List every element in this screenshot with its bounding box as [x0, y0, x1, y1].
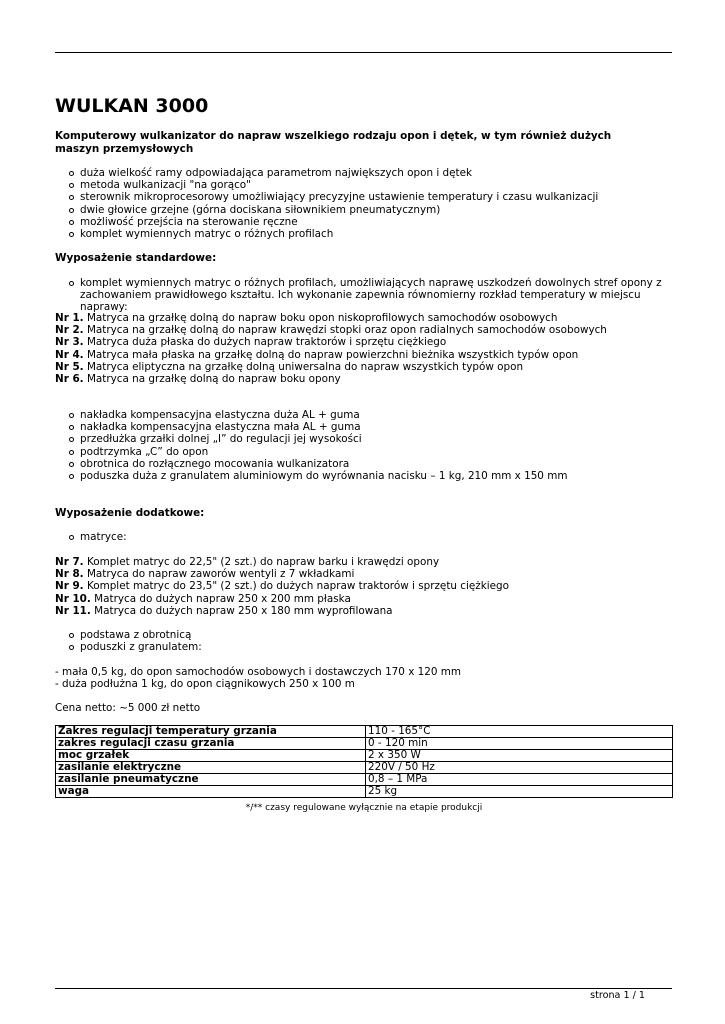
spec-label: zakres regulacji czasu grzania	[56, 738, 366, 750]
table-row	[56, 738, 673, 750]
spec-value: 0,8 – 1 MPa	[366, 774, 673, 786]
list-item: komplet wymiennych matryc o różnych profilach	[55, 228, 675, 240]
list-item: podtrzymka „C” do opon	[55, 446, 675, 458]
table-row	[56, 726, 673, 738]
list-item: podstawa z obrotnicą	[55, 629, 675, 641]
matrix-row	[55, 312, 675, 324]
matrix-text: Komplet matryc do 22,5" (2 szt.) do napraw barku i krawędzi opony	[86, 556, 440, 568]
spec-value: 220V / 50 Hz	[366, 762, 673, 774]
matrix-text: Matryca do napraw zaworów wentyli z 7 wkładkami	[86, 568, 355, 581]
table-row	[56, 774, 673, 786]
spec-label: zasilanie pneumatyczne	[56, 774, 366, 786]
list-item: nakładka kompensacyjna elastyczna duża AL + guma	[55, 409, 675, 421]
matrix-row	[55, 580, 675, 592]
spec-value: 2 x 350 W	[366, 750, 673, 762]
spec-value: 25 kg	[366, 786, 673, 798]
price: Cena netto: ~5 000 zł netto	[55, 702, 201, 714]
matrix-text: Matryca do dużych napraw 250 x 200 mm płaska	[94, 592, 351, 605]
matrix-text: Matryca na grzałkę dolną do napraw boku opony	[86, 373, 341, 386]
matrix-row	[55, 373, 675, 385]
features-list	[55, 167, 675, 240]
spec-value: 110 - 165°C	[366, 726, 673, 738]
list-item: obrotnica do rozłącznego mocowania wulkanizatora	[55, 458, 675, 470]
list-item: komplet wymiennych matryc o różnych profilach, umożliwiających naprawę uszkodzeń dowolnych stref opony z zachowaniem prawidłowego kształtu. Ich wykonanie zapewnia równomierny rozkład temperatury w miejscu naprawy:	[55, 277, 665, 314]
standard-equipment-heading: Wyposażenie standardowe:	[55, 252, 217, 264]
spec-label: moc grzałek	[56, 750, 366, 762]
matrix-number: Nr 10.	[55, 592, 91, 605]
spec-value: 0 - 120 min	[366, 738, 673, 750]
table-footnote: */** czasy regulowane wyłącznie na etapie produkcji	[245, 803, 483, 813]
list-item: przedłużka grzałki dolnej „I” do regulacji jej wysokości	[55, 433, 675, 445]
top-rule	[55, 52, 672, 53]
table-row	[56, 786, 673, 798]
matrix-row	[55, 593, 675, 605]
matrix-row	[55, 556, 675, 568]
list-item: duża wielkość ramy odpowiadająca parametrom największych opon i dętek	[55, 167, 675, 179]
extra-intro-list	[55, 531, 675, 543]
matrix-row	[55, 361, 675, 373]
matrix-number: Nr 1.	[55, 312, 84, 324]
list-item: sterownik mikroprocesorowy umożliwiający precyzyjne ustawienie temperatury i czasu wulkanizacji	[55, 191, 675, 203]
matrix-row	[55, 336, 675, 348]
standard-intro-list	[55, 277, 665, 314]
matrix-text: Matryca do dużych napraw 250 x 180 mm wyprofilowana	[94, 604, 393, 617]
product-subtitle: Komputerowy wulkanizator do napraw wszelkiego rodzaju opon i dętek, w tym również dużych maszyn przemysłowych	[55, 130, 612, 155]
matrix-row	[55, 324, 675, 336]
matrix-text: Matryca na grzałkę dolną do napraw krawędzi stopki oraz opon radialnych samochodów osobowych	[86, 324, 607, 337]
extra-matrices-list	[55, 556, 675, 617]
cushion-line: - mała 0,5 kg, do opon samochodów osobowych i dostawczych 170 x 120 mm	[55, 666, 462, 678]
matrix-text: Matryca eliptyczna na grzałkę dolną uniwersalna do napraw wszystkich typów opon	[86, 360, 524, 373]
matrix-number: Nr 8.	[55, 568, 84, 581]
matrix-number: Nr 4.	[55, 348, 84, 361]
matrix-number: Nr 9.	[55, 580, 84, 593]
matrix-number: Nr 6.	[55, 373, 84, 386]
list-item: nakładka kompensacyjna elastyczna mała AL + guma	[55, 421, 675, 433]
matrix-row	[55, 349, 675, 361]
bottom-rule	[55, 988, 672, 989]
spec-label: waga	[56, 786, 366, 798]
matrix-number: Nr 7.	[55, 556, 84, 568]
extra-items-list	[55, 629, 675, 653]
standard-accessories-list	[55, 409, 675, 482]
page-number: strona 1 / 1	[590, 990, 645, 1001]
matrix-row	[55, 568, 675, 580]
list-item: możliwość przejścia na sterowanie ręczne	[55, 216, 675, 228]
matrix-row	[55, 605, 675, 617]
list-item: poduszka duża z granulatem aluminiowym do wyrównania nacisku – 1 kg, 210 mm x 150 mm	[55, 470, 675, 482]
matrix-text: Matryca mała płaska na grzałkę dolną do napraw powierzchni bieżnika wszystkich typów opon	[86, 348, 579, 361]
list-item: metoda wulkanizacji "na gorąco"	[55, 179, 675, 191]
spec-label: Zakres regulacji temperatury grzania	[56, 726, 366, 738]
cushions-list	[55, 666, 675, 690]
list-item: matryce:	[55, 531, 675, 543]
cushion-line: - duża podłużna 1 kg, do opon ciągnikowych 250 x 100 m	[55, 678, 355, 691]
list-item: dwie głowice grzejne (górna dociskana siłownikiem pneumatycznym)	[55, 204, 675, 216]
matrix-number: Nr 11.	[55, 604, 91, 617]
matrix-text: Matryca na grzałkę dolną do napraw boku opon niskoprofilowych samochodów osobowych	[86, 312, 558, 324]
extra-equipment-heading: Wyposażenie dodatkowe:	[55, 507, 205, 519]
matrix-number: Nr 3.	[55, 336, 84, 349]
specs-table	[55, 725, 673, 798]
page-title: WULKAN 3000	[55, 95, 209, 117]
matrix-text: Matryca duża płaska do dużych napraw traktorów i sprzętu ciężkiego	[86, 336, 447, 349]
matrix-number: Nr 5.	[55, 360, 84, 373]
table-row	[56, 750, 673, 762]
table-row	[56, 762, 673, 774]
list-item: poduszki z granulatem:	[55, 641, 675, 653]
spec-label: zasilanie elektryczne	[56, 762, 366, 774]
matrix-text: Komplet matryc do 23,5" (2 szt.) do dużych napraw traktorów i sprzętu ciężkiego	[86, 580, 509, 593]
matrix-number: Nr 2.	[55, 324, 84, 337]
matrices-list	[55, 312, 675, 385]
